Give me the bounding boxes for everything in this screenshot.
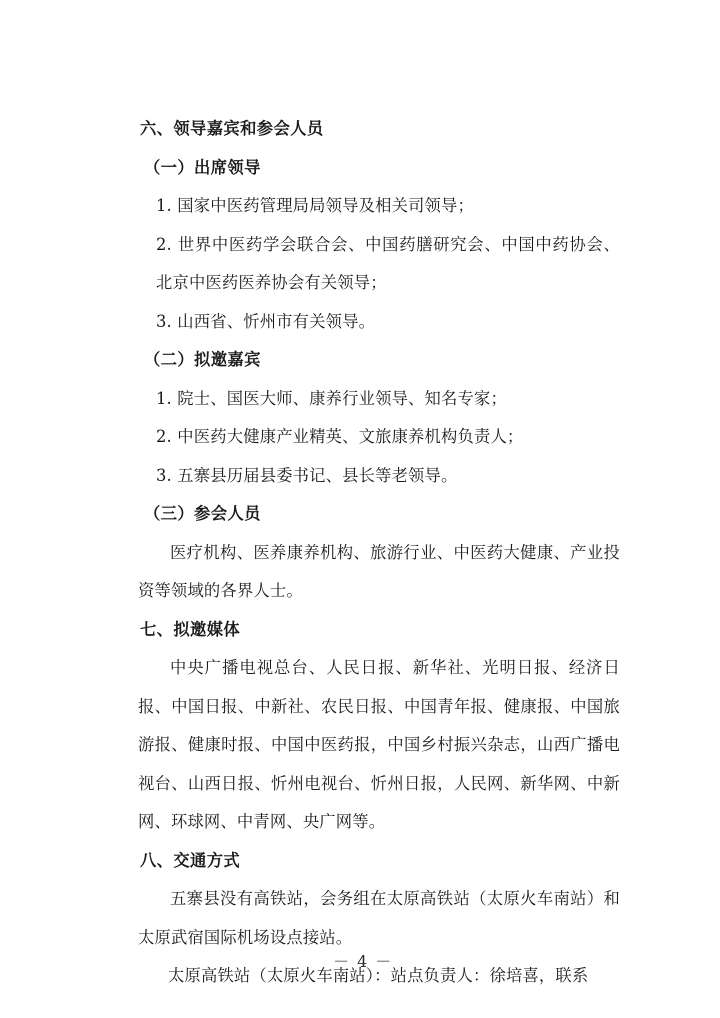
list-item: 3. 五寨县历届县委书记、县长等老领导。: [156, 465, 458, 485]
page-number: － 4 －: [333, 952, 393, 971]
paragraph: 五寨县没有高铁站，会务组在太原高铁站（太原火车南站）和太原武宿国际机场设点接站。: [138, 889, 620, 947]
paragraph: 太原高铁站（太原火车南站）：站点负责人：徐培喜，联系: [168, 966, 589, 985]
document-body: [138, 110, 620, 996]
list-item: 2. 中医药大健康产业精英、文旅康养机构负责人；: [156, 427, 524, 446]
subsection-heading-six-two: （二）拟邀嘉宾: [144, 350, 261, 369]
paragraph: 医疗机构、医养康养机构、旅游行业、中医药大健康、产业投资等领域的各界人士。: [138, 542, 620, 600]
section-heading-seven: 七、拟邀媒体: [140, 619, 241, 639]
paragraph: 中央广播电视总台、人民日报、新华社、光明日报、经济日报、中国日报、中新社、农民日报、中国青年报、健康报、中国旅游报、健康时报、中国中医药报，中国乡村振兴杂志，山西广播电视台、山西日报、忻州电视台、忻州日报，人民网、新华网、中新网、环球网、中青网、央广网等。: [138, 658, 620, 831]
section-heading-eight: 八、交通方式: [140, 850, 241, 870]
page-footer: [0, 949, 720, 972]
subsection-heading-six-three: （三）参会人员: [144, 504, 261, 523]
subsection-heading-six-one: （一）出席领导: [144, 157, 261, 177]
section-heading-six: 六、领导嘉宾和参会人员: [140, 119, 324, 138]
list-item: 3. 山西省、忻州市有关领导。: [156, 311, 376, 331]
list-item: 1. 院士、国医大师、康养行业领导、知名专家；: [156, 388, 507, 408]
list-item: 2. 世界中医药学会联合会、中国药膳研究会、中国中药协会、北京中医药医养协会有关领导；: [156, 234, 620, 292]
list-item: 1. 国家中医药管理局局领导及相关司领导；: [156, 196, 474, 215]
